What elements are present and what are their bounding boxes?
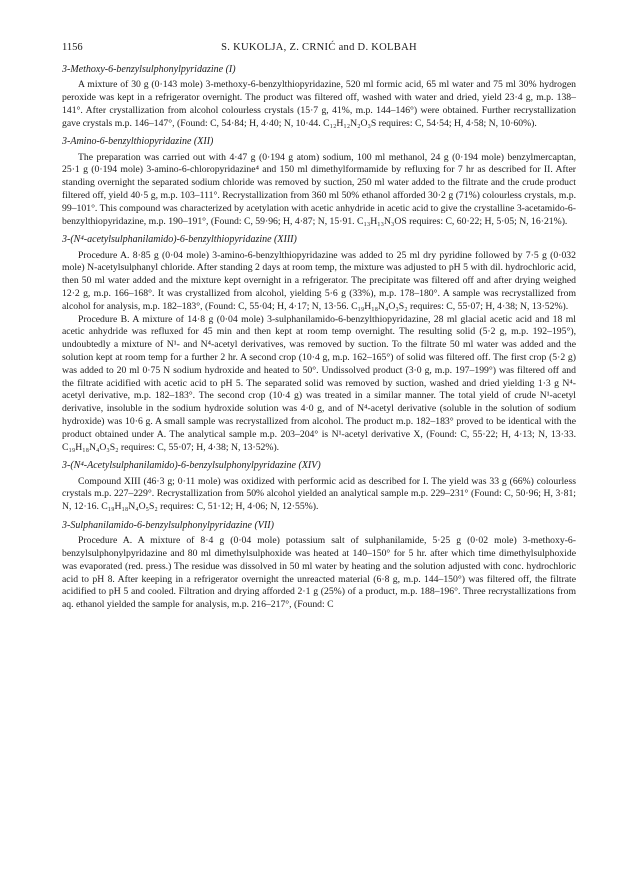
section-heading: 3-Amino-6-benzylthiopyridazine (XII) xyxy=(62,136,214,148)
section-paragraph: Procedure A. 8·85 g (0·04 mole) 3-amino-6-benzylthiopyridazine was added to 25 ml dry pyridine followed by 7·5 g (0·032 mole) N-acetylsulphanyl chloride. After standing 2 days at room temp, the mixture was adjusted to pH 5 with dil. hydrochloric acid, then 50 ml water added and the mixture kept overnight in a refrigerator. The precipitate was filtered off and after drying weighed 12·2 g, m.p. 166–168°. It was crystallized from alcohol, yielding 5·6 g (33%), m.p. 178–180°. A sample was recrystallized from alcohol for analysis, m.p. 182–183°, (Found: C, 55·04; H, 4·17; N, 13·56. C₁₉H₁₈N₄O₃S₂ requires: C, 55·07; H, 4·38; N, 13·52%). xyxy=(62,249,576,312)
section-compound-xiv xyxy=(62,460,576,514)
page-number: 1156 xyxy=(62,42,83,53)
section-compound-xiii xyxy=(62,234,576,454)
journal-page xyxy=(62,42,576,612)
section-paragraph: The preparation was carried out with 4·47 g (0·194 g atom) sodium, 100 ml methanol, 24 g (0·194 mole) benzylmercaptan, 25·1 g (0·194 mole) 3-amino-6-chloropyridazine⁴ and 150 ml dimethylformamide by refluxing for 7 hr as described for II. After standing overnight the separated sodium chloride was removed by suction, 250 ml water added to the filtrate and the crude product filtered off, yield 40·5 g, m.p. 103–111°. Recrystallization from 360 ml 50% ethanol afforded 30·2 g (71%) colourless crystals, m.p. 99–101°. This compound was characterized by acetylation with acetic anhydride in acetic acid to give the crystalline 3-acetamido-6-benzylthiopyridazine, m.p. 190–191°, (Found: C, 59·96; H, 4·87; N, 15·91. C₁₃H₁₃N₃OS requires: C, 60·22; H, 5·05; N, 16·21%). xyxy=(62,151,576,227)
section-compound-i xyxy=(62,64,576,130)
section-paragraph: Procedure A. A mixture of 8·4 g (0·04 mole) potassium salt of sulphanilamide, 5·25 g (0·02 mole) 3-methoxy-6-benzylsulphonylpyridazine and 80 ml dimethylsulphoxide was heated at 140–150° for 5 hr. after which time dimethylsulphoxide was evaporated (red. press.) The residue was dissolved in 50 ml water by heating and the solution adjusted with conc. hydrochloric acid to pH 8. After keeping in a refrigerator overnight the unreacted material (6·8 g, m.p. 144–150°) was filtered off, the filtrate acidified to pH 5 and cooled. Filtration and drying afforded 2·1 g (25%) of a product, m.p. 188–196°. Three recrystallizations from aq. ethanol yielded the sample for analysis, m.p. 216–217°, (Found: C xyxy=(62,535,576,611)
section-heading: 3-Methoxy-6-benzylsulphonylpyridazine (I) xyxy=(62,64,236,75)
section-heading: 3-(N⁴-Acetylsulphanilamido)-6-benzylsulphonylpyridazine (XIV) xyxy=(62,460,321,472)
section-compound-vii xyxy=(62,520,576,612)
section-paragraph: Procedure B. A mixture of 14·8 g (0·04 mole) 3-sulphanilamido-6-benzylthiopyridazine, 28 ml glacial acetic acid and 18 ml acetic anhydride was refluxed for 45 min and then kept at room temp overnight. The resulting solid (5·2 g, m.p. 192–195°), undoubtedly a mixture of N¹- and N⁴-acetyl derivatives, was removed by suction. To the filtrate 50 ml water was added and the solution kept at room temp for a further 2 hr. A second crop (10·4 g, m.p. 162–165°) of solid was filtered off. The first crop (5·2 g) was added to 20 ml 0·75 N sodium hydroxide and heated to 50°. Undissolved product (3·0 g, m.p. 197–199°) was filtered off and the filtrate acidified with acetic acid to pH 5. The separated solid was removed by suction, washed and dried yielding 1·3 g N⁴-acetyl derivative, m.p. 182–183°. The second crop (10·4 g) was treated in a similar manner. The total yield of crude N¹-acetyl derivative, insoluble in the sodium hydroxide solution was 4·0 g, and of N⁴-acetyl derivative (soluble in the solution of sodium hydroxide) was 10·6 g. A small sample was recrystallized from alcohol. The product m.p. 182–183° proved to be identical with the product obtained under A. The analytical sample m.p. 203–204° is N¹-acetyl derivative X, (Found: C, 55·22; H, 4·13; N, 13·33. C₁₉H₁₈N₄O₃S₂ requires: C, 55·07; H, 4·38; N, 13·52%). xyxy=(62,313,576,453)
section-heading: 3-(N⁴-acetylsulphanilamido)-6-benzylthiopyridazine (XIII) xyxy=(62,234,297,246)
section-paragraph: A mixture of 30 g (0·143 mole) 3-methoxy-6-benzylthiopyridazine, 520 ml formic acid, 65 ml water and 75 ml 30% hydrogen peroxide was kept in a refrigerator overnight. The product was filtered off, washed with water and dried, yield 23·4 g, m.p. 138–141°. After crystallization from alcohol colourless crystals (15·7 g, 41%, m.p. 144–146°) were obtained. Further recrystallization gave crystals m.p. 146–147°, (Found: C, 54·84; H, 4·40; N, 10·44. C₁₂H₁₂N₂O₃S requires: C, 54·54; H, 4·58; N, 10·60%). xyxy=(62,79,576,129)
section-heading: 3-Sulphanilamido-6-benzylsulphonylpyridazine (VII) xyxy=(62,519,274,531)
page-header xyxy=(62,42,576,64)
section-compound-xii xyxy=(62,136,576,228)
section-paragraph: Compound XIII (46·3 g; 0·11 mole) was oxidized with performic acid as described for I. The yield was 33 g (66%) colourless crystals m.p. 227–229°. Recrystallization from 50% alcohol yielded an analytical sample m.p. 229–231° (Found: C, 50·96; H, 3·81; N, 12·16. C₁₉H₁₈N₄O₅S₂ requires: C, 51·12; H, 4·06; N, 12·55%). xyxy=(62,475,576,513)
running-head: S. KUKOLJA, Z. CRNIĆ and D. KOLBAH xyxy=(221,42,417,53)
